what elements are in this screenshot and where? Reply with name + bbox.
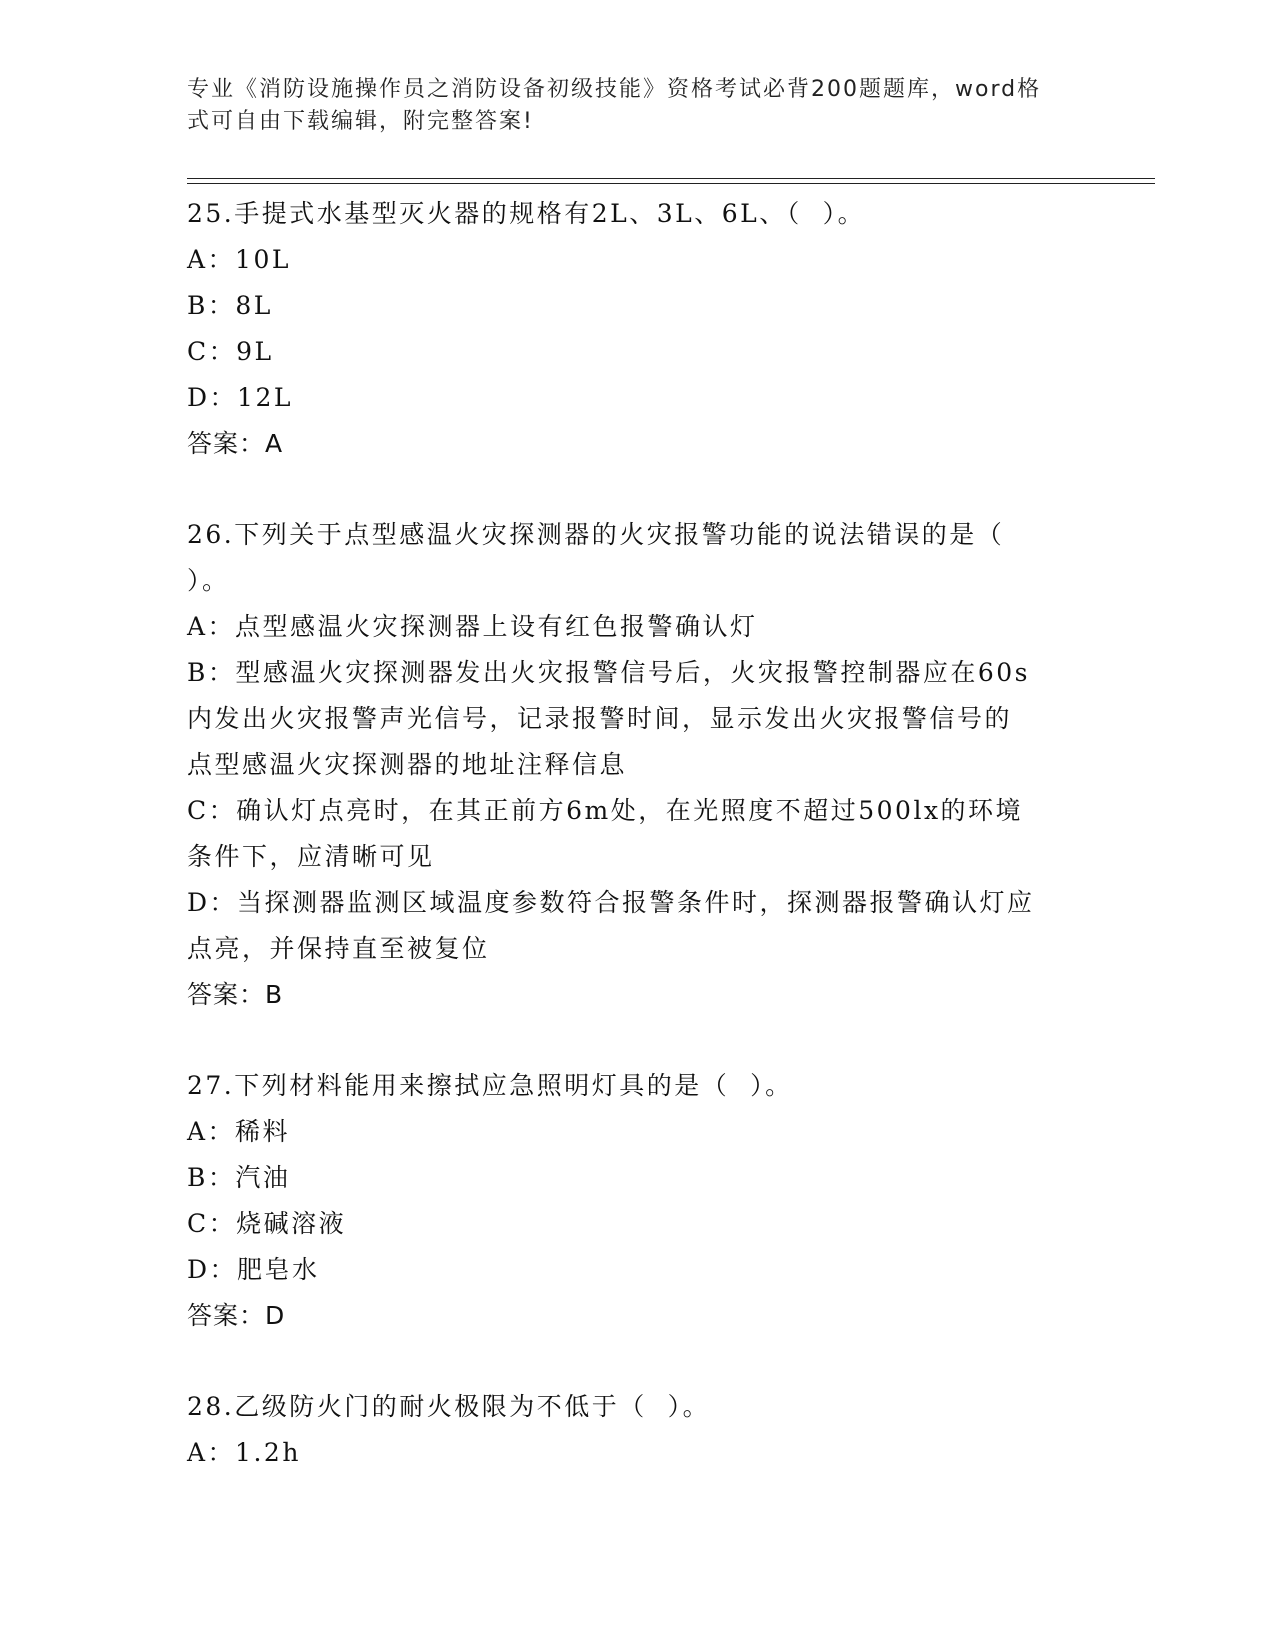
question-list [187,191,1087,1476]
question-spacer [187,1018,1087,1063]
question-spacer [187,1339,1087,1384]
question-27 [187,1063,1087,1339]
answer-label: 答案：A [187,429,284,458]
header-line-1: 专业《消防设施操作员之消防设备初级技能》资格考试必背200题题库，word格 [187,77,1042,102]
option-a: A：稀料 [187,1117,291,1146]
option-d: D：12L [187,383,293,412]
question-25 [187,191,1087,467]
question-stem: 25.手提式水基型灭火器的规格有2L、3L、6L、（ ）。 [187,199,866,228]
option-a: A：点型感温火灾探测器上设有红色报警确认灯 [187,612,758,641]
option-b: B：汽油 [187,1163,291,1192]
question-stem-continued: ）。 [187,566,230,595]
document-header [187,74,1067,138]
question-stem: 27.下列材料能用来擦拭应急照明灯具的是（ ）。 [187,1071,793,1100]
header-divider-bottom [187,183,1155,184]
option-b-continued: 内发出火灾报警声光信号，记录报警时间，显示发出火灾报警信号的 [187,704,1013,733]
option-a: A：1.2h [187,1438,301,1467]
option-d: D：当探测器监测区域温度参数符合报警条件时，探测器报警确认灯应 [187,888,1035,917]
answer-label: 答案：D [187,1301,286,1330]
question-28 [187,1384,1087,1476]
option-b: B：型感温火灾探测器发出火灾报警信号后，火灾报警控制器应在60s [187,658,1031,687]
option-a: A：10L [187,245,291,274]
option-d-continued: 点亮，并保持直至被复位 [187,934,490,963]
option-c-continued: 条件下，应清晰可见 [187,842,435,871]
answer-label: 答案：B [187,980,284,1009]
header-line-2: 式可自由下载编辑，附完整答案! [187,109,534,134]
header-divider-top [187,178,1155,179]
option-b: B：8L [187,291,273,320]
question-stem: 28.乙级防火门的耐火极限为不低于（ ）。 [187,1392,711,1421]
option-c: C：9L [187,337,274,366]
question-spacer [187,467,1087,512]
option-c: C：确认灯点亮时，在其正前方6m处，在光照度不超过500lx的环境 [187,796,1024,825]
question-26 [187,512,1087,1018]
option-c: C：烧碱溶液 [187,1209,347,1238]
question-stem: 26.下列关于点型感温火灾探测器的火灾报警功能的说法错误的是（ [187,520,1005,549]
option-d: D：肥皂水 [187,1255,320,1284]
option-b-continued: 点型感温火灾探测器的地址注释信息 [187,750,628,779]
